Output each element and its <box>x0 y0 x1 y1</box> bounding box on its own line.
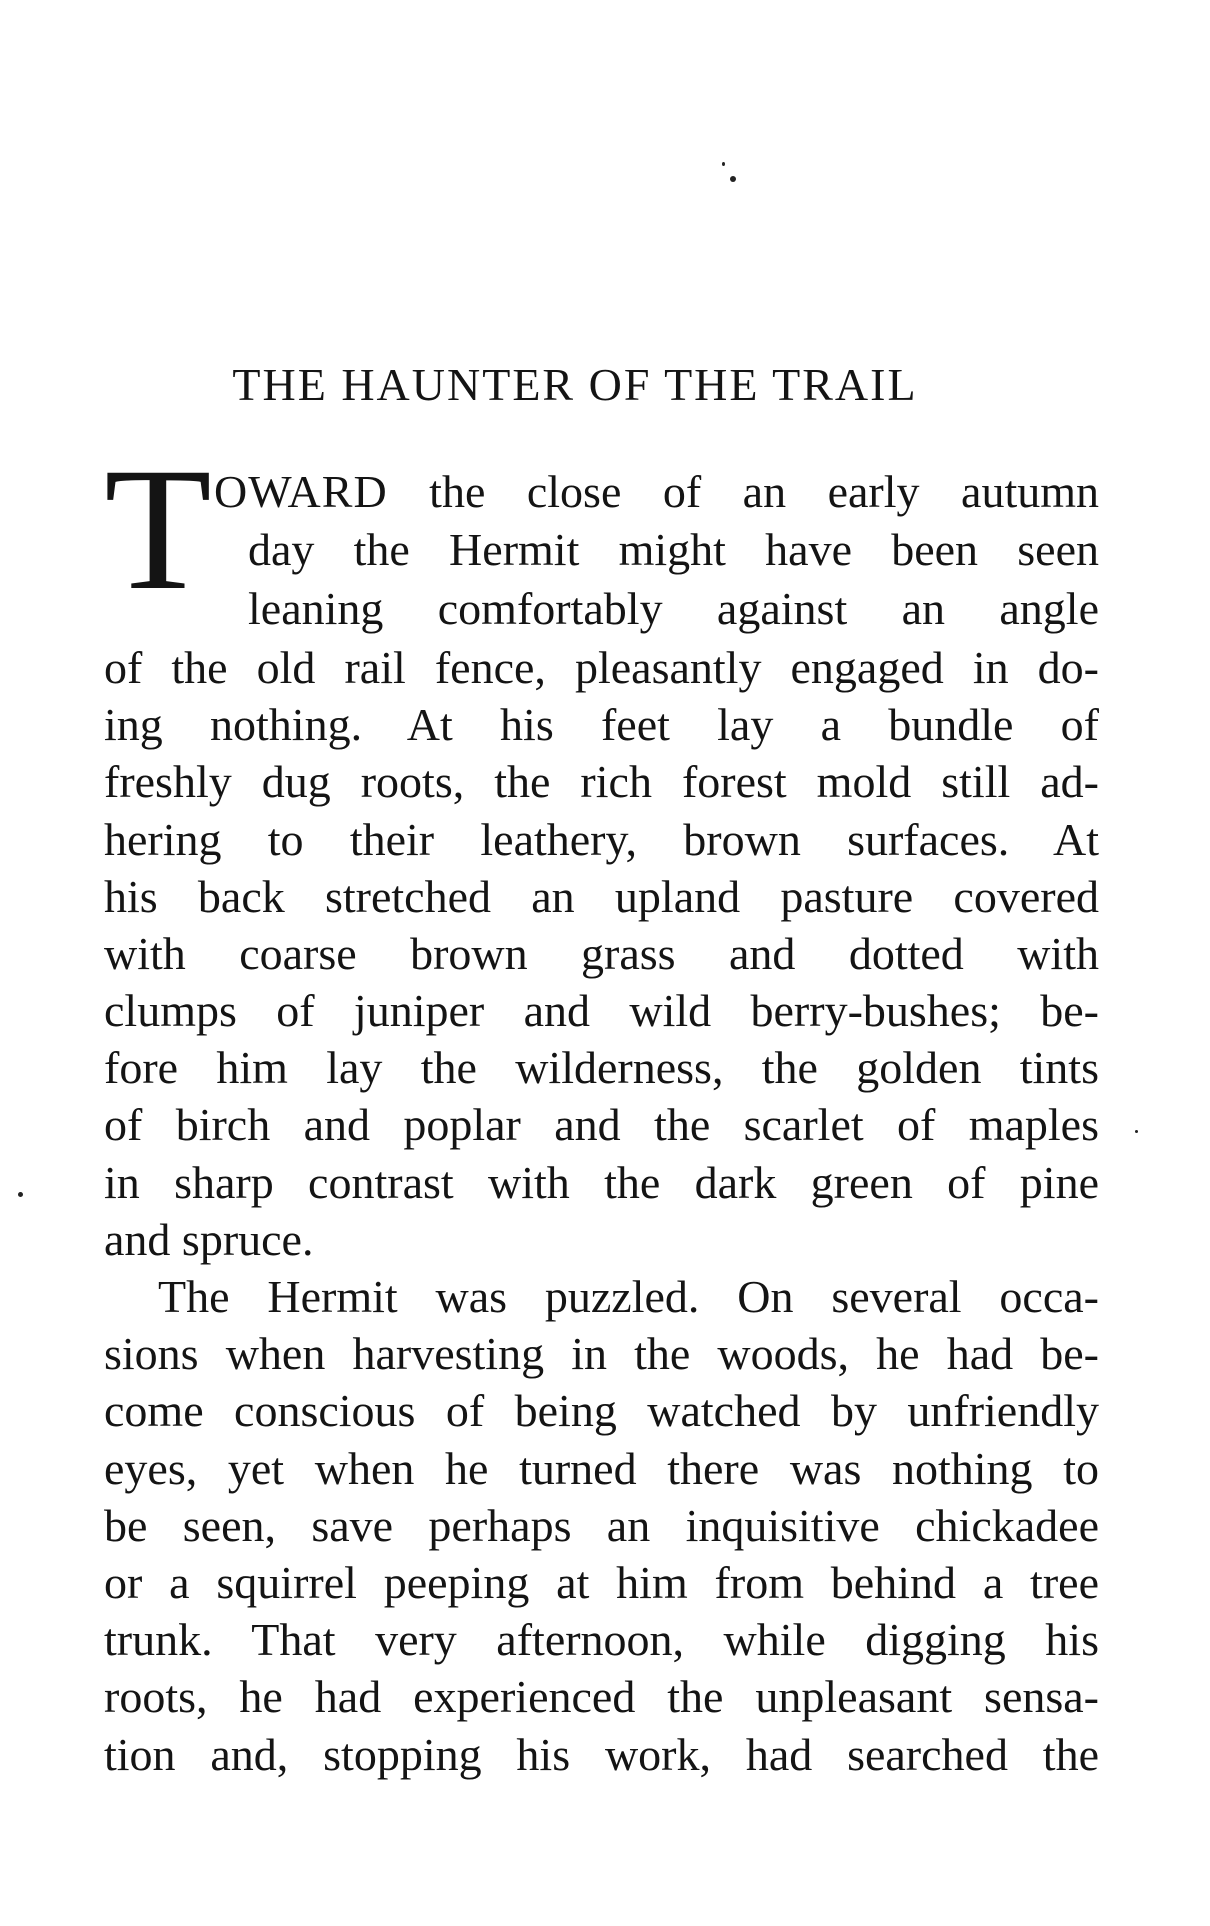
text-line-23: tion and, stopping his work, had searched the <box>104 1729 1099 1780</box>
chapter-title: THE HAUNTER OF THE TRAIL <box>232 359 918 410</box>
text-line-21: trunk. That very afternoon, while digging his <box>104 1614 1099 1665</box>
text-line-14: and spruce. <box>104 1214 314 1265</box>
text-line-1-rest: the close of an early autumn <box>387 466 1099 517</box>
text-line-6: freshly dug roots, the rich forest mold still ad- <box>104 756 1099 807</box>
text-line-11: fore him lay the wilderness, the golden tints <box>104 1042 1099 1093</box>
drop-cap: T <box>104 432 212 627</box>
text-line-18: eyes, yet when he turned there was nothing to <box>104 1443 1099 1494</box>
text-line-15: The Hermit was puzzled. On several occa- <box>158 1271 1099 1322</box>
text-line-16: sions when harvesting in the woods, he had be- <box>104 1328 1099 1379</box>
text-line-5: ing nothing. At his feet lay a bundle of <box>104 699 1099 750</box>
text-line-13: in sharp contrast with the dark green of pine <box>104 1157 1099 1208</box>
text-line-20: or a squirrel peeping at him from behind a tree <box>104 1557 1099 1608</box>
ink-speck <box>722 162 725 166</box>
text-line-9: with coarse brown grass and dotted with <box>104 928 1099 979</box>
text-line-3: leaning comfortably against an angle <box>248 583 1099 634</box>
text-line-19: be seen, save perhaps an inquisitive chickadee <box>104 1500 1099 1551</box>
first-word-caps: OWARD <box>214 466 388 517</box>
ink-speck <box>18 1192 23 1197</box>
text-line-2: day the Hermit might have been seen <box>248 524 1099 575</box>
ink-speck <box>730 176 736 182</box>
text-line-8: his back stretched an upland pasture covered <box>104 871 1099 922</box>
text-line-1 <box>214 463 1099 521</box>
text-line-22: roots, he had experienced the unpleasant sensa- <box>104 1671 1099 1722</box>
text-line-17: come conscious of being watched by unfriendly <box>104 1385 1099 1436</box>
text-line-12: of birch and poplar and the scarlet of maples <box>104 1099 1099 1150</box>
text-line-4: of the old rail fence, pleasantly engaged in do- <box>104 642 1099 693</box>
ink-speck <box>1135 1130 1138 1133</box>
text-line-7: hering to their leathery, brown surfaces. At <box>104 814 1099 865</box>
text-line-10: clumps of juniper and wild berry-bushes; be- <box>104 985 1099 1036</box>
